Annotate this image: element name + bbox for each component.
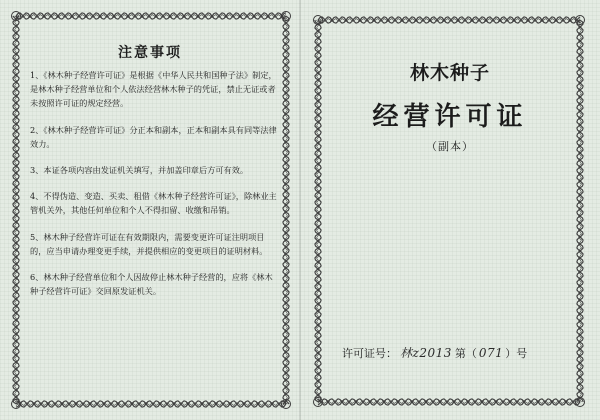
border-wave	[15, 16, 18, 404]
note-item: 4、不得伪造、变造、买卖、租借《林木种子经营许可证》，除林业主管机关外，其他任何单位和个人不得扣留、收缴和吊销。	[30, 191, 277, 216]
corner-ornament	[576, 16, 585, 25]
border-wave	[16, 13, 286, 19]
permit-prefix: 许可证号：	[342, 347, 397, 360]
note-item: 5、林木种子经营许可证在有效期限内，需要变更许可证注明项目的，应当申请办理变更手续，并提供相应的变更项目的证明材料。	[30, 231, 268, 256]
permit-number-line	[342, 344, 572, 361]
border-wave	[283, 16, 289, 404]
corner-ornament	[314, 16, 323, 25]
border-wave	[318, 17, 580, 23]
note-item: 3、本证各项内容由发证机关填写，并加盖印章后方可有效。	[30, 165, 249, 176]
notes-title: 注意事项	[118, 45, 182, 61]
border-wave	[318, 19, 580, 22]
note-item: 2、《林木种子经营许可证》分正本和副本，正本和副本具有同等法律效力。	[30, 124, 277, 149]
permit-handwritten-code: 林z2013	[400, 346, 452, 360]
corner-ornament	[12, 12, 21, 21]
corner-ornament	[314, 398, 323, 407]
corner-ornament	[12, 400, 21, 409]
cert-page	[300, 0, 600, 420]
border-wave	[13, 16, 19, 404]
border-wave	[16, 401, 286, 407]
border-wave	[283, 16, 289, 404]
border-wave	[16, 15, 286, 18]
copy-label: （副本）	[426, 140, 474, 153]
cert-title-line1: 林木种子	[409, 62, 490, 84]
border-wave	[16, 401, 286, 407]
border-wave	[318, 400, 580, 403]
corner-ornament	[576, 398, 585, 407]
notes-list	[30, 68, 278, 310]
note-item: 1、《林木种子经营许可证》是根据《中华人民共和国种子法》制定，是林木种子经营单位和个人依法经营林木种子的凭证，禁止无证或者未按照许可证的规定经营。	[30, 70, 277, 109]
border-wave	[13, 16, 19, 404]
border-wave	[318, 399, 580, 405]
permit-di: 第（	[454, 347, 477, 360]
permit-suffix: ）号	[505, 347, 528, 360]
border-wave	[318, 399, 580, 405]
corner-ornament	[282, 400, 291, 409]
border-wave	[318, 17, 580, 23]
permit-handwritten-seq: 071	[478, 346, 504, 360]
corner-ornament	[282, 12, 291, 21]
border-wave	[16, 402, 286, 405]
border-wave	[16, 13, 286, 19]
cert-title-line2: 经营许可证	[372, 102, 528, 132]
note-item: 6、林木种子经营单位和个人因故停止林木种子经营的，应将《林木种子经营许可证》交回原发证机关。	[30, 272, 273, 297]
border-wave	[284, 16, 287, 404]
